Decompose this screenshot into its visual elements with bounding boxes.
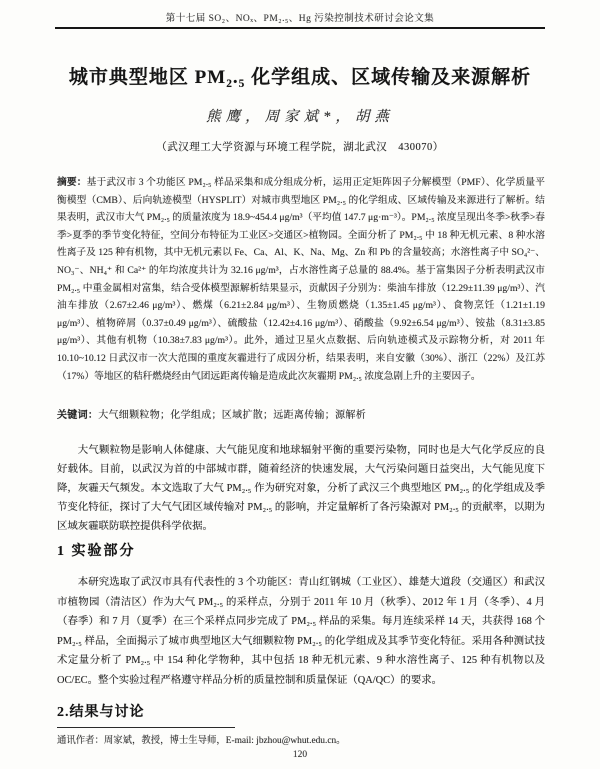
section-1-paragraph: 本研究选取了武汉市具有代表性的 3 个功能区：青山红钢城（工业区）、雄楚大道段（交通区）和武汉市植物园（清洁区）作为大气 PM₂.₅ 的采样点，分别于 2011 年 10 月（秋季）、2012 年 1 月（冬季）、4 月（春季）和 7 月（夏季）在三个采样点同步完成了 PM₂.₅ 样品的采集。每月连续采样 14 天，共获得 168 个 PM₂.₅ 样品，全面揭示了城市典型地区大气细颗粒物 PM₂.₅ 的化学组成及其季节变化特征。采用各种测试技术定量分析了 PM₂.₅ 中 154 种化学物种，其中包括 18 种无机元素、9 种水溶性离子、125 种有机物以及 OC/EC。整个实验过程严格遵守样品分析的质量控制和质量保证（QA/QC）的要求。	[57, 577, 545, 686]
affiliation-line: （武汉理工大学资源与环境工程学院，湖北武汉 430070）	[156, 142, 444, 153]
introduction-paragraph: 大气颗粒物是影响人体健康、大气能见度和地球辐射平衡的重要污染物，同时也是大气化学反应的良好载体。目前，以武汉为首的中部城市群，随着经济的快速发展，大气污染问题日益突出，大气能见度下降，灰霾天气频发。本文选取了大气 PM₂.₅ 作为研究对象，分析了武汉三个典型地区 PM₂.₅ 的化学组成及季节变化特征，探讨了大气气团区域传输对 PM₂.₅ 的影响，并定量解析了各污染源对 PM₂.₅ 的贡献率，以期为区域灰霾联防联控提供科学依据。	[57, 445, 545, 532]
section-2-heading: 2.结果与讨论	[57, 705, 145, 720]
authors-line: 熊鹰，周家斌*，胡燕	[206, 109, 394, 125]
page-number: 120	[292, 750, 308, 760]
abstract-paragraph	[57, 174, 545, 385]
section-1-heading: 1 实验部分	[57, 544, 136, 559]
keywords-label: 关键词：	[57, 410, 99, 421]
header-rule	[55, 27, 545, 29]
corresponding-author-footnote: 通讯作者：周家斌，教授，博士生导师，E-mail: jbzhou@whut.edu.cn。	[57, 736, 346, 746]
paper-title: 城市典型地区 PM₂.₅ 化学组成、区域传输及来源解析	[68, 67, 532, 88]
footnote-separator-rule	[57, 727, 235, 728]
keywords-text: 大气细颗粒物；化学组成；区域扩散；远距离传输；源解析	[98, 410, 367, 421]
keywords-line	[57, 406, 545, 421]
abstract-label: 摘要：	[57, 177, 87, 188]
proceedings-header: 第十七届 SO₂、NOₓ、PM₂.₅、Hg 污染控制技术研讨会论文集	[165, 14, 435, 24]
abstract-text: 基于武汉市 3 个功能区 PM₂.₅ 样品采集和成分组成分析，运用正定矩阵因子分解模型（PMF）、化学质量平衡模型（CMB）、后向轨迹模型（HYSPLIT）对城市典型地区 PM₂.₅ 的化学组成、区域传输及来源进行了解析。结果表明，武汉市大气 PM₂.₅ 的质量浓度为 18.9~454.4 μg/m³（平均值 147.7 μg·m⁻³）。PM₂.₅ 浓度呈现出冬季>秋季>春季>夏季的季节变化特征，空间分布特征为工业区>交通区>植物园。全面分析了 PM₂.₅ 中 18 种无机元素、8 种水溶性离子及 125 种有机物，其中无机元素以 Fe、Ca、Al、K、Na、Mg、Zn 和 Pb 的含量较高；水溶性离子中 SO₄²⁻、NO₃⁻、NH₄⁺ 和 Ca²⁺ 的年均浓度共计为 32.16 μg/m³，占水溶性离子总量的 88.4%。基于富集因子分析表明武汉市 PM₂.₅ 中重金属相对富集，结合受体模型源解析结果显示，贡献因子分别为：柴油车排放（12.29±11.39 μg/m³）、汽油车排放（2.67±2.46 μg/m³）、燃煤（6.21±2.84 μg/m³）、生物质燃烧（1.35±1.45 μg/m³）、食物烹饪（1.21±1.19 μg/m³）、植物碎屑（0.37±0.49 μg/m³）、硫酸盐（12.42±4.16 μg/m³）、硝酸盐（9.92±6.54 μg/m³）、铵盐（8.31±3.85 μg/m³）、其他有机物（10.38±7.83 μg/m³）。此外，通过卫星火点数据、后向轨迹模式及示踪物分析，对 2011 年 10.10~10.12 日武汉市一次大范围的重度灰霾进行了成因分析，结果表明，来自安徽（30%）、浙江（22%）及江苏（17%）等地区的秸秆燃烧经由气团远距离传输是造成此次灰霾期 PM₂.₅ 浓度急剧上升的主要因子。	[57, 177, 545, 382]
